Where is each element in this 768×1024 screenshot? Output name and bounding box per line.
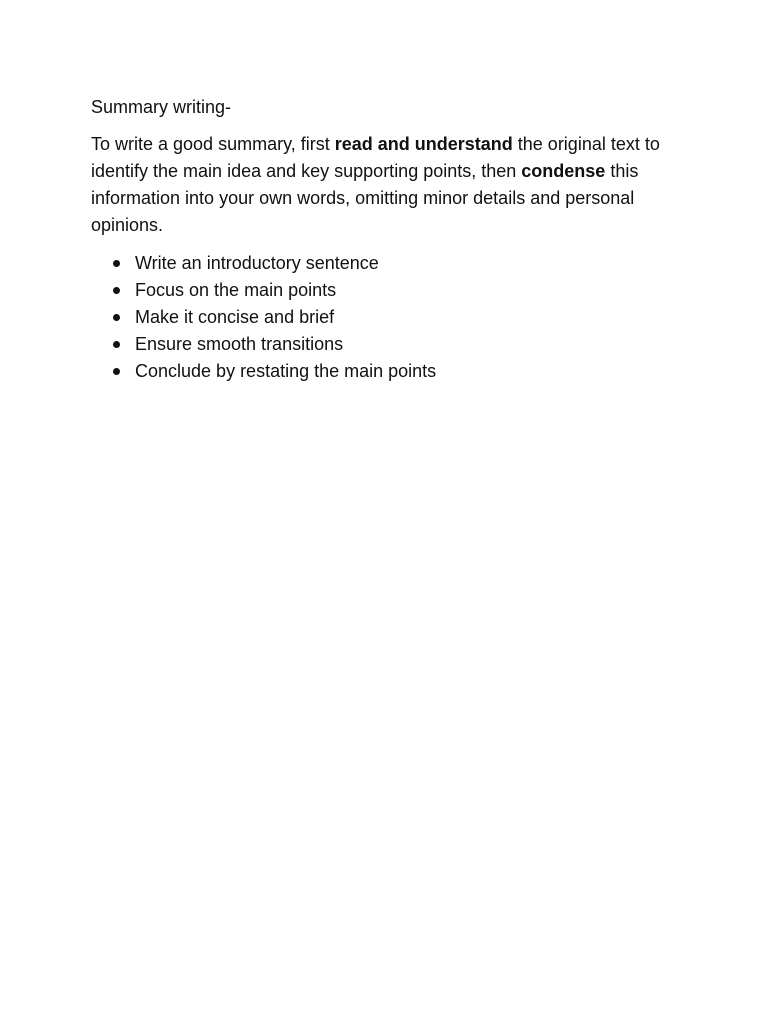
- list-item-text: Ensure smooth transitions: [135, 334, 344, 354]
- list-item-text: Focus on the main points: [135, 280, 337, 300]
- paragraph-text-3: this information into your own words, omitting minor details and personal opinions.: [91, 161, 639, 235]
- bullet-icon: [113, 368, 120, 375]
- list-item: [91, 304, 691, 331]
- document-heading: Summary writing-: [91, 97, 232, 117]
- bullet-icon: [113, 260, 120, 267]
- list-item: [91, 277, 691, 304]
- list-item-text: Conclude by restating the main points: [135, 361, 437, 381]
- list-item-text: Write an introductory sentence: [135, 253, 379, 273]
- paragraph-text-2: the original text to identify the main idea and key supporting points, then: [91, 134, 660, 181]
- bullet-icon: [113, 314, 120, 321]
- document-body: [91, 94, 691, 385]
- list-item: [91, 331, 691, 358]
- paragraph-bold-2: condense: [521, 161, 606, 181]
- list-item: [91, 358, 691, 385]
- bullet-icon: [113, 341, 120, 348]
- bullet-icon: [113, 287, 120, 294]
- paragraph-text-1: To write a good summary, first: [91, 134, 335, 154]
- paragraph-bold-1: read and understand: [334, 134, 513, 154]
- list-item: [91, 250, 691, 277]
- bullet-list: [91, 250, 691, 385]
- list-item-text: Make it concise and brief: [135, 307, 335, 327]
- intro-paragraph: [91, 131, 691, 239]
